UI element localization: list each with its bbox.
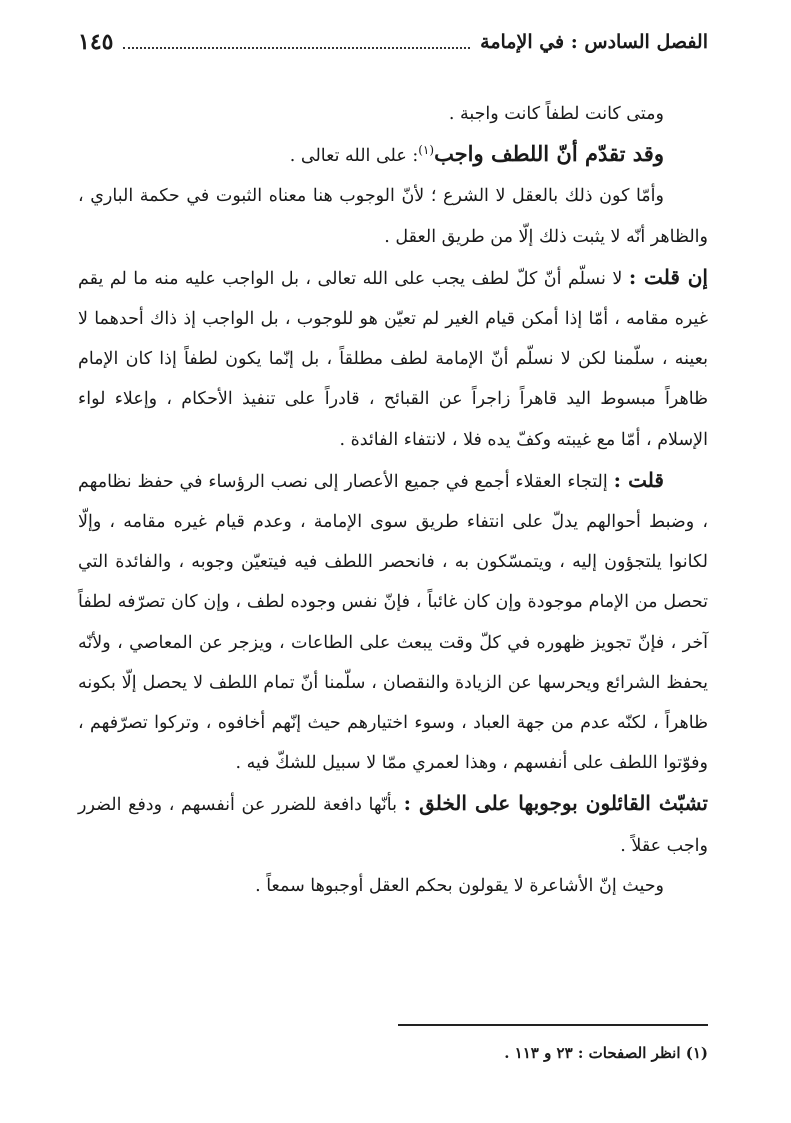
paragraph-3: وأمّا كون ذلك بالعقل لا الشرع ؛ لأنّ الوجوب هنا معناه الثبوت في حكمة الباري ، والظاهر أنّه لا يثبت ذلك إلّا من طريق العقل .: [78, 186, 708, 247]
dotted-leader: [123, 47, 470, 49]
chapter-title: الفصل السادس : في الإمامة: [480, 31, 708, 53]
argument-lead: تشبّث القائلون بوجوبها على الخلق :: [403, 791, 708, 816]
running-header: [78, 24, 708, 60]
paragraph-2: [78, 134, 708, 176]
paragraph-4: [78, 257, 708, 460]
reply-lead: قلت :: [613, 467, 664, 492]
page-number: ١٤٥: [78, 29, 114, 55]
paragraph-1: ومتى كانت لطفاً كانت واجبة .: [448, 104, 664, 124]
reply-text: إلتجاء العقلاء أجمع في جميع الأعصار إلى نصب الرؤساء في حفظ نظامهم ، وضبط أحوالهم يدلّ على انتفاء طريق سوى الإمامة ، وعدم قيام غيره مقامه ، وإلّا لكانوا يلتجؤون إليه ، ويتمسّكون به ، فانحصر اللطف فيه فيتعيّن وجوبه ، والفائدة التي تحصل من الإمام موجودة وإن كان غائباً ، فإنّ نفس وجوده لطف ، وإن كان تصرّفه لطفاً آخر ، فإنّ تجويز ظهوره في كلّ وقت يبعث على الطاعات ، ويزجر عن المعاصي ، ولأنّه يحفظ الشرائع ويحرسها عن الزيادة والنقصان ، سلّمنا أنّ تمام اللطف لا يحصل إلّا بكونه ظاهراً ، لكنّه عدم من جهة العباد ، وسوء اختيارهم حيث إنّهم أخافوه ، وتركوا تصرّفهم ، وفوّتوا اللطف على أنفسهم ، وهذا لعمري ممّا لا سبيل للشكّ فيه .: [78, 471, 708, 774]
section-heading: وقد تقدّم أنّ اللطف واجب: [434, 141, 664, 167]
paragraph-5: [78, 460, 708, 784]
objection-lead: إن قلت :: [628, 264, 708, 289]
footnote-separator: [398, 1024, 708, 1026]
body-text: [78, 94, 708, 906]
objection-text: لا نسلّم أنّ كلّ لطف يجب على الله تعالى ، بل الواجب عليه منه ما لم يقم غيره مقامه ، أمّا إذا أمكن قيام الغير لم تعيّن هو للوجوب ، بل الواجب إذ ذاك أحدهما لا بعينه ، سلّمنا لكن لا نسلّم أنّ الإمامة لطف مطلقاً ، بل إنّما يكون لطفاً إذا كان الإمام ظاهراً مبسوط اليد قاهراً زاجراً عن القبائح ، قادراً على تنفيذ الأحكام ، وإعلاء لواء الإسلام ، أمّا مع غيبته وكفّ يده فلا ، لانتفاء الفائدة .: [78, 268, 708, 450]
footnote-ref: (١): [418, 143, 435, 158]
paragraph-6: [78, 783, 708, 865]
paragraph-7: وحيث إنّ الأشاعرة لا يقولون بحكم العقل أوجبوها سمعاً .: [255, 875, 664, 896]
book-page: [78, 24, 708, 1104]
section-heading-rest: : على الله تعالى .: [289, 146, 419, 167]
argument-text: بأنّها دافعة للضرر عن أنفسهم ، ودفع الضرر واجب عقلاً .: [78, 795, 708, 856]
footnote: (١) انظر الصفحات : ٢٣ و ١١٣ .: [504, 1044, 708, 1062]
